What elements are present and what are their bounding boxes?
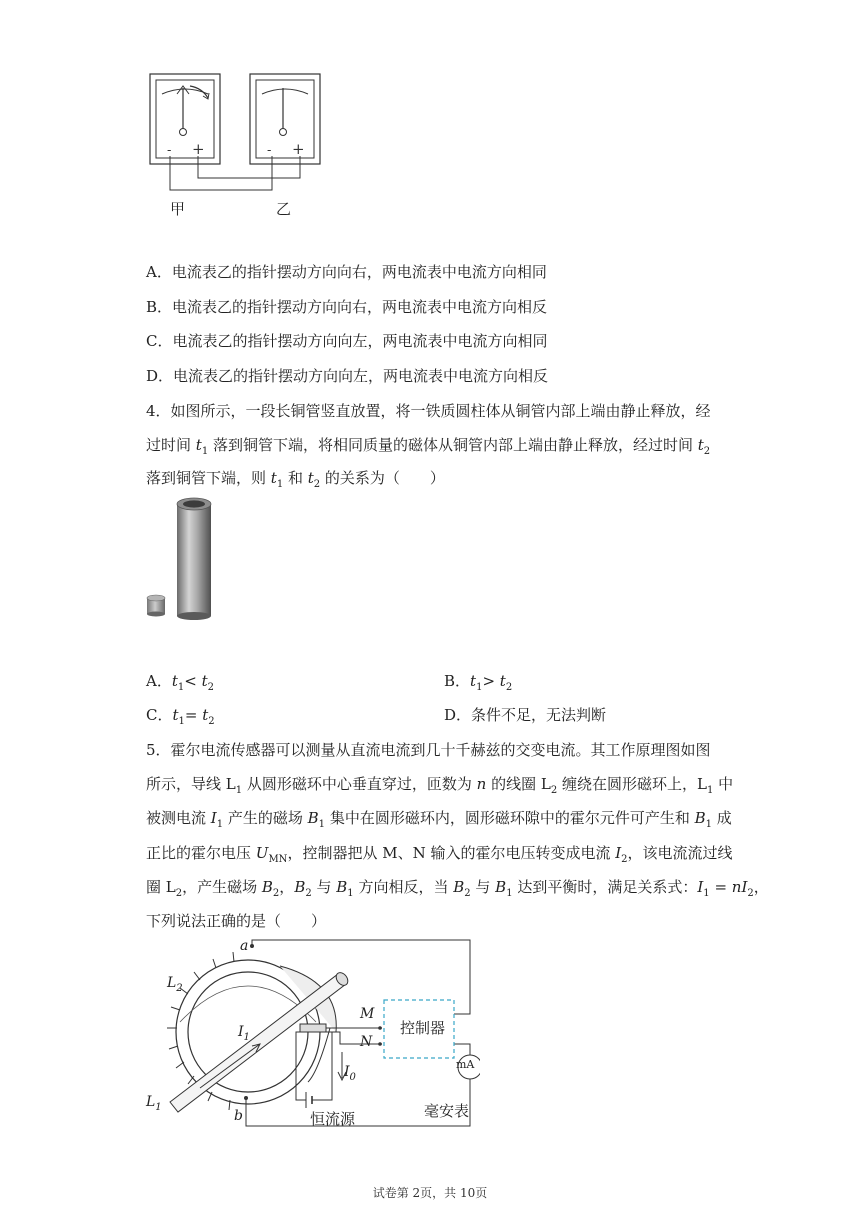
controller-label: 控制器 <box>400 1019 446 1037</box>
page-footer: 试卷第 2页，共 10页 <box>372 1186 488 1200</box>
iron-cylinder <box>147 595 165 617</box>
q3-option-d: D．电流表乙的指针摆动方向向左，两电流表中电流方向相反 <box>146 367 549 385</box>
copper-tube <box>177 498 211 620</box>
q5-line-2: 所示，导线 $L_1$ 从圆形磁环中心垂直穿过，匝数为 n 的线圈 $L_2$ 缠绕在圆形磁环上，$L_1$ 中 <box>146 775 734 796</box>
current-i1-label: $I_1$ <box>238 1024 250 1043</box>
q4-line-1: 4．如图所示，一段长铜管竖直放置，将一铁质圆柱体从铜管内部上端由静止释放，经 <box>146 402 711 420</box>
terminal-m-label: M <box>360 1006 375 1022</box>
milliammeter-symbol: mA <box>456 1058 475 1071</box>
q4-option-a: A．$t_1< t_2$ <box>146 672 214 693</box>
ammeter-yi <box>250 74 320 164</box>
plus-terminal-jia: + <box>192 140 205 158</box>
q5-line-1: 5．霍尔电流传感器可以测量从直流电流到几十千赫兹的交变电流。其工作原理图如图 <box>146 741 711 759</box>
terminal-n-label: N <box>360 1034 373 1050</box>
q4-option-b: B．$t_1> t_2$ <box>444 672 513 693</box>
node-b-label: b <box>234 1108 243 1124</box>
copper-tube-figure <box>140 494 230 624</box>
plus-terminal-yi: + <box>292 140 305 158</box>
ammeter-jia <box>150 74 220 164</box>
source-label: 恒流源 <box>310 1110 356 1128</box>
q4-option-c: C．$t_1= t_2$ <box>146 706 215 727</box>
label-jia: 甲 <box>170 200 186 218</box>
q3-option-b: B．电流表乙的指针摆动方向向右，两电流表中电流方向相反 <box>146 298 548 316</box>
q4-line-2: 过时间 $t_1$ 落到铜管下端，将相同质量的磁体从铜管内部上端由静止释放，经过时间 $t_2$ <box>146 436 711 457</box>
q3-option-a: A．电流表乙的指针摆动方向向右，两电流表中电流方向相同 <box>146 263 547 281</box>
current-i0-label: $I_0$ <box>344 1064 356 1083</box>
coil-l2-label: $L_2$ <box>167 975 183 994</box>
q5-line-6: 下列说法正确的是（ ） <box>146 912 327 930</box>
q5-line-4: 正比的霍尔电压 $U_{MN}$，控制器把从 M、N 输入的霍尔电压转变成电流 $I_2$，该电流流过线 <box>146 844 733 865</box>
constant-current-source <box>296 1032 346 1108</box>
q5-line-3: 被测电流 $I_1$ 产生的磁场 $B_1$ 集中在圆形磁环内，圆形磁环隙中的霍尔元件可产生和 $B_1$ 成 <box>146 809 732 830</box>
q3-option-c: C．电流表乙的指针摆动方向向左，两电流表中电流方向相同 <box>146 332 548 350</box>
ammeters-figure <box>140 68 330 218</box>
q5-line-5: 圈 $L_2$，产生磁场 $B_2$，$B_2$ 与 $B_1$ 方向相反，当 $B_2$ 与 $B_1$ 达到平衡时，满足关系式：$I_1 = nI_2$， <box>146 878 769 899</box>
minus-terminal-jia: - <box>167 143 172 158</box>
node-a-label: a <box>240 938 249 954</box>
label-yi: 乙 <box>276 200 292 218</box>
q4-line-3: 落到铜管下端，则 $t_1$ 和 $t_2$ 的关系为（ ） <box>146 469 445 490</box>
minus-terminal-yi: - <box>267 143 272 158</box>
milliammeter-label: 毫安表 <box>424 1102 470 1120</box>
q4-option-d: D．条件不足，无法判断 <box>444 706 607 724</box>
wire-l1-label: $L_1$ <box>146 1094 162 1113</box>
